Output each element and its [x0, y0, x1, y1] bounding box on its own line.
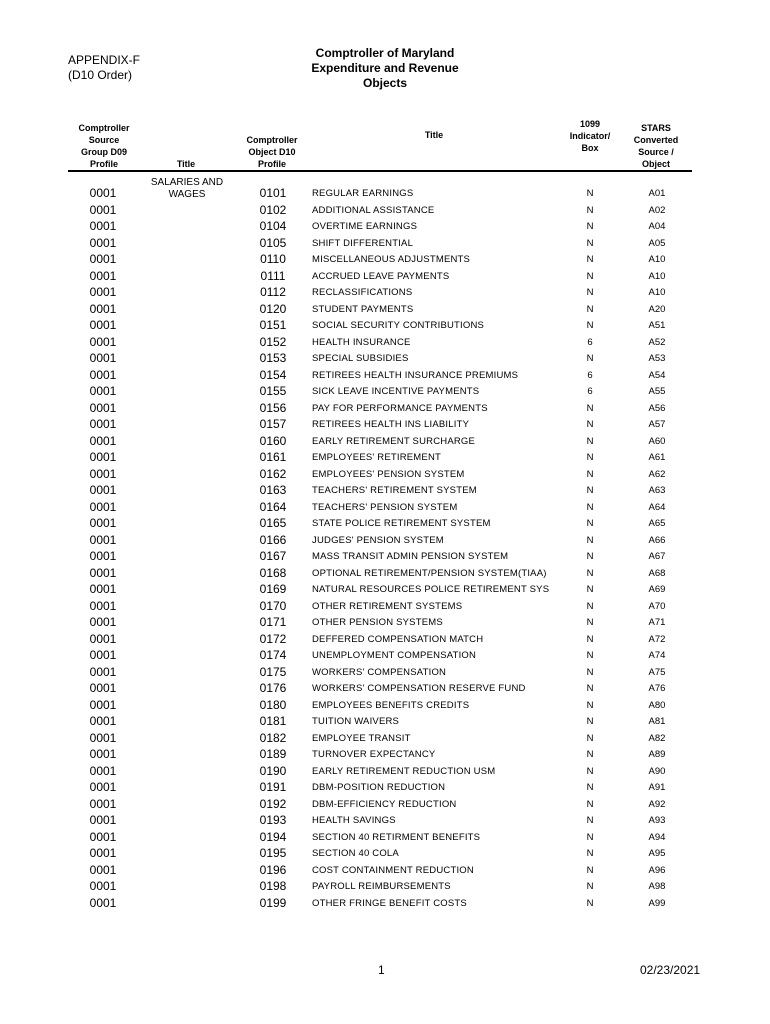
- stars-code-cell: A94: [648, 831, 666, 843]
- stars-code-cell: A66: [648, 534, 666, 546]
- table-row: [0, 779, 770, 796]
- source-group-cell: 0001: [89, 664, 117, 679]
- table-row: [0, 680, 770, 697]
- table-row: [0, 532, 770, 549]
- source-group-cell: 0001: [89, 367, 117, 382]
- indicator-1099-cell: N: [586, 864, 594, 876]
- table-row: [0, 251, 770, 268]
- indicator-1099-cell: N: [586, 551, 594, 562]
- page-number: 1: [378, 963, 385, 977]
- table-row: [0, 614, 770, 631]
- table-row: [0, 763, 770, 780]
- source-group-cell: 0001: [89, 829, 117, 844]
- stars-code-cell: A54: [648, 369, 666, 381]
- stars-code-cell: A98: [648, 881, 666, 892]
- table-row: [0, 350, 770, 367]
- indicator-1099-cell: N: [586, 716, 594, 727]
- stars-code-cell: A10: [648, 270, 666, 282]
- table-row: [0, 202, 770, 219]
- indicator-1099-cell: N: [586, 831, 594, 843]
- table-row: [0, 334, 770, 351]
- stars-code-cell: A90: [648, 765, 666, 777]
- object-code-cell: 0155: [259, 384, 287, 398]
- object-title-cell: DBM-EFFICIENCY REDUCTION: [312, 798, 457, 810]
- source-group-cell: 0001: [89, 285, 117, 299]
- source-group-cell: 0001: [89, 631, 117, 646]
- stars-code-cell: A04: [648, 221, 666, 232]
- object-title-cell: OPTIONAL RETIREMENT/PENSION SYSTEM(TIAA): [312, 567, 547, 579]
- stars-code-cell: A63: [648, 485, 666, 496]
- stars-code-cell: A99: [648, 897, 666, 909]
- source-group-cell: 0001: [89, 796, 117, 811]
- object-title-cell: TEACHERS' PENSION SYSTEM: [312, 501, 458, 513]
- indicator-1099-cell: 6: [587, 336, 593, 348]
- stars-code-cell: A71: [648, 617, 666, 628]
- object-title-cell: DEFFERED COMPENSATION MATCH: [312, 633, 484, 645]
- object-title-cell: SICK LEAVE INCENTIVE PAYMENTS: [312, 386, 480, 397]
- object-code-cell: 0164: [259, 499, 287, 514]
- stars-code-cell: A55: [648, 386, 666, 397]
- source-group-cell: 0001: [89, 252, 117, 266]
- indicator-1099-cell: N: [586, 617, 594, 628]
- object-code-cell: 0189: [259, 747, 287, 761]
- object-title-cell: EMPLOYEE TRANSIT: [312, 732, 411, 744]
- source-group-cell: 0001: [89, 268, 117, 283]
- table-row: [0, 433, 770, 450]
- table-row: [0, 598, 770, 615]
- indicator-1099-cell: N: [586, 254, 594, 265]
- object-title-cell: SHIFT DIFFERENTIAL: [312, 237, 414, 249]
- object-title-cell: STATE POLICE RETIREMENT SYSTEM: [312, 518, 491, 529]
- indicator-1099-cell: N: [586, 650, 594, 661]
- object-code-cell: 0120: [259, 301, 287, 316]
- object-title-cell: PAY FOR PERFORMANCE PAYMENTS: [312, 402, 488, 414]
- object-code-cell: 0151: [259, 318, 287, 332]
- table-row: [0, 730, 770, 747]
- stars-code-cell: A68: [648, 567, 666, 579]
- indicator-1099-cell: N: [586, 633, 594, 645]
- table-row: [0, 499, 770, 516]
- object-title-cell: TEACHERS' RETIREMENT SYSTEM: [312, 485, 477, 496]
- table-row: [0, 235, 770, 252]
- indicator-1099-cell: N: [586, 402, 594, 414]
- object-code-cell: 0156: [259, 400, 287, 415]
- source-group-cell: 0001: [89, 780, 117, 794]
- object-title-cell: NATURAL RESOURCES POLICE RETIREMENT SYS: [312, 584, 550, 595]
- stars-code-cell: A80: [648, 699, 666, 711]
- source-group-cell: 0001: [89, 895, 117, 910]
- stars-code-cell: A93: [648, 815, 666, 826]
- source-group-cell: 0001: [89, 202, 117, 217]
- indicator-1099-cell: N: [586, 666, 594, 678]
- object-code-cell: 0168: [259, 565, 287, 580]
- stars-code-cell: A74: [648, 650, 666, 661]
- table-row: [0, 515, 770, 532]
- table-row: [0, 284, 770, 301]
- source-group-cell: 0001: [89, 846, 117, 860]
- stars-code-cell: A82: [648, 732, 666, 744]
- source-group-cell: 0001: [89, 400, 117, 415]
- object-title-cell: EMPLOYEES' RETIREMENT: [312, 452, 442, 463]
- object-code-cell: 0181: [259, 714, 287, 728]
- table-row: [0, 862, 770, 879]
- object-code-cell: 0161: [259, 450, 287, 464]
- object-title-cell: WORKERS' COMPENSATION: [312, 666, 447, 678]
- indicator-1099-cell: N: [586, 485, 594, 496]
- object-code-cell: 0101: [259, 186, 287, 200]
- stars-code-cell: A20: [648, 303, 666, 315]
- source-group-cell: 0001: [89, 516, 117, 530]
- table-row: [0, 268, 770, 285]
- stars-code-cell: A57: [648, 419, 666, 430]
- object-code-cell: 0193: [259, 813, 287, 827]
- header-source-group: Comptroller Source Group D09 Profile: [78, 123, 130, 169]
- document-title: [285, 46, 485, 91]
- indicator-1099-cell: N: [586, 749, 594, 760]
- object-title-cell: OVERTIME EARNINGS: [312, 221, 418, 232]
- indicator-1099-cell: N: [586, 534, 594, 546]
- indicator-1099-cell: N: [586, 237, 594, 249]
- indicator-1099-cell: N: [586, 287, 594, 298]
- object-code-cell: 0172: [259, 631, 287, 646]
- stars-code-cell: A05: [648, 237, 666, 249]
- object-title-cell: EARLY RETIREMENT REDUCTION USM: [312, 765, 496, 777]
- stars-code-cell: A70: [648, 600, 666, 612]
- object-title-cell: OTHER FRINGE BENEFIT COSTS: [312, 897, 467, 909]
- object-code-cell: 0194: [259, 829, 287, 844]
- stars-code-cell: A51: [648, 320, 666, 331]
- object-code-cell: 0175: [259, 664, 287, 679]
- object-code-cell: 0153: [259, 351, 287, 365]
- object-title-cell: SECTION 40 RETIRMENT BENEFITS: [312, 831, 481, 843]
- object-title-cell: TURNOVER EXPECTANCY: [312, 749, 436, 760]
- source-group-cell: 0001: [89, 433, 117, 448]
- object-code-cell: 0152: [259, 334, 287, 349]
- indicator-1099-cell: N: [586, 683, 594, 694]
- indicator-1099-cell: N: [586, 353, 594, 364]
- object-title-cell: MISCELLANEOUS ADJUSTMENTS: [312, 254, 471, 265]
- source-group-cell: 0001: [89, 879, 117, 893]
- indicator-1099-cell: N: [586, 584, 594, 595]
- stars-code-cell: A52: [648, 336, 666, 348]
- stars-code-cell: A89: [648, 749, 666, 760]
- source-group-cell: 0001: [89, 384, 117, 398]
- indicator-1099-cell: N: [586, 419, 594, 430]
- table-row: [0, 713, 770, 730]
- source-group-cell: 0001: [89, 318, 117, 332]
- object-code-cell: 0154: [259, 367, 287, 382]
- object-code-cell: 0170: [259, 598, 287, 613]
- source-group-cell: 0001: [89, 483, 117, 497]
- stars-code-cell: A10: [648, 287, 666, 298]
- appendix-line-2: (D10 Order): [68, 68, 133, 82]
- source-group-cell: 0001: [89, 763, 117, 778]
- source-group-cell: 0001: [89, 598, 117, 613]
- source-group-cell: 0001: [89, 417, 117, 431]
- indicator-1099-cell: 6: [587, 386, 593, 397]
- table-row: [0, 482, 770, 499]
- stars-code-cell: A56: [648, 402, 666, 414]
- object-title-cell: PAYROLL REIMBURSEMENTS: [312, 881, 451, 892]
- table-row: [0, 647, 770, 664]
- table-row: [0, 895, 770, 912]
- stars-code-cell: A96: [648, 864, 666, 876]
- source-group-cell: 0001: [89, 648, 117, 662]
- source-group-cell: 0001: [89, 351, 117, 365]
- object-title-cell: EMPLOYEES BENEFITS CREDITS: [312, 699, 470, 711]
- source-group-cell: 0001: [89, 499, 117, 514]
- indicator-1099-cell: N: [586, 221, 594, 232]
- table-row: [0, 697, 770, 714]
- object-code-cell: 0166: [259, 532, 287, 547]
- stars-code-cell: A10: [648, 254, 666, 265]
- object-code-cell: 0157: [259, 417, 287, 431]
- indicator-1099-cell: N: [586, 468, 594, 480]
- table-row: [0, 548, 770, 565]
- source-group-cell: 0001: [89, 582, 117, 596]
- indicator-1099-cell: N: [586, 881, 594, 892]
- object-table: [0, 185, 770, 911]
- object-code-cell: 0180: [259, 697, 287, 712]
- stars-code-cell: A92: [648, 798, 666, 810]
- indicator-1099-cell: N: [586, 765, 594, 777]
- stars-code-cell: A75: [648, 666, 666, 678]
- table-row: [0, 746, 770, 763]
- table-row: [0, 400, 770, 417]
- object-title-cell: COST CONTAINMENT REDUCTION: [312, 864, 474, 876]
- stars-code-cell: A60: [648, 435, 666, 447]
- object-code-cell: 0169: [259, 582, 287, 596]
- table-row: [0, 466, 770, 483]
- table-row: [0, 631, 770, 648]
- table-row: [0, 449, 770, 466]
- table-row: [0, 829, 770, 846]
- indicator-1099-cell: N: [586, 798, 594, 810]
- object-code-cell: 0192: [259, 796, 287, 811]
- table-row: [0, 812, 770, 829]
- header-1099-indicator: 1099 Indicator/ Box: [569, 119, 611, 153]
- table-row: [0, 796, 770, 813]
- indicator-1099-cell: N: [586, 452, 594, 463]
- indicator-1099-cell: N: [586, 270, 594, 282]
- object-title-cell: ADDITIONAL ASSISTANCE: [312, 204, 435, 216]
- title-line-2: Expenditure and Revenue: [311, 61, 459, 75]
- indicator-1099-cell: 6: [587, 369, 593, 381]
- header-title-main: Title: [424, 130, 444, 140]
- indicator-1099-cell: N: [586, 782, 594, 793]
- object-code-cell: 0165: [259, 516, 287, 530]
- object-code-cell: 0199: [259, 895, 287, 910]
- object-code-cell: 0163: [259, 483, 287, 497]
- source-group-cell: 0001: [89, 219, 117, 233]
- indicator-1099-cell: N: [586, 848, 594, 859]
- indicator-1099-cell: N: [586, 815, 594, 826]
- indicator-1099-cell: N: [586, 188, 594, 199]
- object-code-cell: 0104: [259, 219, 287, 233]
- header-title-left: Title: [176, 159, 196, 169]
- object-title-cell: ACCRUED LEAVE PAYMENTS: [312, 270, 450, 282]
- title-line-1: Comptroller of Maryland: [315, 46, 455, 60]
- group-title: SALARIES AND WAGES: [150, 177, 224, 200]
- stars-code-cell: A02: [648, 204, 666, 216]
- object-code-cell: 0174: [259, 648, 287, 662]
- object-title-cell: SOCIAL SECURITY CONTRIBUTIONS: [312, 320, 485, 331]
- object-code-cell: 0171: [259, 615, 287, 629]
- object-title-cell: RECLASSIFICATIONS: [312, 287, 413, 298]
- table-row: [0, 367, 770, 384]
- table-row: [0, 383, 770, 400]
- source-group-cell: 0001: [89, 466, 117, 481]
- indicator-1099-cell: N: [586, 897, 594, 909]
- source-group-cell: 0001: [89, 334, 117, 349]
- object-title-cell: UNEMPLOYMENT COMPENSATION: [312, 650, 477, 661]
- object-title-cell: DBM-POSITION REDUCTION: [312, 782, 446, 793]
- source-group-cell: 0001: [89, 186, 117, 200]
- object-title-cell: OTHER RETIREMENT SYSTEMS: [312, 600, 463, 612]
- indicator-1099-cell: N: [586, 204, 594, 216]
- table-row: [0, 565, 770, 582]
- object-code-cell: 0195: [259, 846, 287, 860]
- table-row: [0, 185, 770, 202]
- object-title-cell: RETIREES HEALTH INSURANCE PREMIUMS: [312, 369, 519, 381]
- stars-code-cell: A91: [648, 782, 666, 793]
- object-code-cell: 0112: [260, 285, 286, 299]
- object-title-cell: OTHER PENSION SYSTEMS: [312, 617, 443, 628]
- table-row: [0, 664, 770, 681]
- object-code-cell: 0190: [259, 763, 287, 778]
- object-code-cell: 0196: [259, 862, 287, 877]
- indicator-1099-cell: N: [586, 600, 594, 612]
- stars-code-cell: A01: [648, 188, 666, 199]
- table-row: [0, 845, 770, 862]
- table-row: [0, 416, 770, 433]
- table-row: [0, 301, 770, 318]
- table-row: [0, 317, 770, 334]
- title-line-3: Objects: [362, 76, 407, 90]
- source-group-cell: 0001: [89, 681, 117, 695]
- stars-code-cell: A64: [648, 501, 666, 513]
- object-title-cell: EMPLOYEES' PENSION SYSTEM: [312, 468, 465, 480]
- object-title-cell: RETIREES HEALTH INS LIABILITY: [312, 419, 470, 430]
- source-group-cell: 0001: [89, 747, 117, 761]
- object-title-cell: STUDENT PAYMENTS: [312, 303, 414, 315]
- source-group-cell: 0001: [89, 450, 117, 464]
- source-group-cell: 0001: [89, 532, 117, 547]
- object-title-cell: HEALTH INSURANCE: [312, 336, 411, 348]
- object-code-cell: 0102: [259, 202, 287, 217]
- table-row: [0, 878, 770, 895]
- indicator-1099-cell: N: [586, 732, 594, 744]
- object-code-cell: 0162: [259, 466, 287, 481]
- table-row: [0, 581, 770, 598]
- stars-code-cell: A62: [648, 468, 666, 480]
- object-code-cell: 0105: [259, 235, 287, 250]
- source-group-cell: 0001: [89, 862, 117, 877]
- header-stars: STARS Converted Source / Object: [633, 123, 679, 169]
- header-rule: [68, 170, 692, 172]
- indicator-1099-cell: N: [586, 518, 594, 529]
- object-title-cell: REGULAR EARNINGS: [312, 188, 414, 199]
- object-title-cell: HEALTH SAVINGS: [312, 815, 396, 826]
- source-group-cell: 0001: [89, 301, 117, 316]
- object-title-cell: JUDGES' PENSION SYSTEM: [312, 534, 444, 546]
- page-date: 02/23/2021: [640, 963, 701, 977]
- object-title-cell: WORKERS' COMPENSATION RESERVE FUND: [312, 683, 526, 694]
- stars-code-cell: A67: [648, 551, 666, 562]
- table-row: [0, 218, 770, 235]
- object-title-cell: SPECIAL SUBSIDIES: [312, 353, 409, 364]
- object-code-cell: 0176: [259, 681, 287, 695]
- stars-code-cell: A76: [648, 683, 666, 694]
- stars-code-cell: A69: [648, 584, 666, 595]
- source-group-cell: 0001: [89, 730, 117, 745]
- indicator-1099-cell: N: [586, 699, 594, 711]
- source-group-cell: 0001: [89, 615, 117, 629]
- source-group-cell: 0001: [89, 565, 117, 580]
- indicator-1099-cell: N: [586, 567, 594, 579]
- stars-code-cell: A72: [648, 633, 666, 645]
- indicator-1099-cell: N: [586, 501, 594, 513]
- object-code-cell: 0160: [259, 433, 287, 448]
- appendix-label: [68, 53, 140, 83]
- stars-code-cell: A95: [648, 848, 666, 859]
- indicator-1099-cell: N: [586, 303, 594, 315]
- source-group-cell: 0001: [89, 714, 117, 728]
- object-code-cell: 0167: [259, 549, 287, 563]
- object-title-cell: SECTION 40 COLA: [312, 848, 399, 859]
- object-code-cell: 0191: [259, 780, 287, 794]
- stars-code-cell: A65: [648, 518, 666, 529]
- stars-code-cell: A81: [648, 716, 666, 727]
- object-code-cell: 0198: [259, 879, 287, 893]
- source-group-cell: 0001: [89, 697, 117, 712]
- source-group-cell: 0001: [89, 235, 117, 250]
- appendix-line-1: APPENDIX-F: [68, 53, 141, 67]
- object-title-cell: TUITION WAIVERS: [312, 716, 400, 727]
- source-group-cell: 0001: [89, 549, 117, 563]
- stars-code-cell: A53: [648, 353, 666, 364]
- object-code-cell: 0182: [259, 730, 287, 745]
- object-title-cell: MASS TRANSIT ADMIN PENSION SYSTEM: [312, 551, 509, 562]
- source-group-cell: 0001: [89, 813, 117, 827]
- stars-code-cell: A61: [648, 452, 666, 463]
- header-object-profile: Comptroller Object D10 Profile: [246, 135, 298, 169]
- object-code-cell: 0111: [260, 268, 286, 283]
- indicator-1099-cell: N: [586, 320, 594, 331]
- object-title-cell: EARLY RETIREMENT SURCHARGE: [312, 435, 476, 447]
- object-code-cell: 0110: [260, 252, 286, 266]
- indicator-1099-cell: N: [586, 435, 594, 447]
